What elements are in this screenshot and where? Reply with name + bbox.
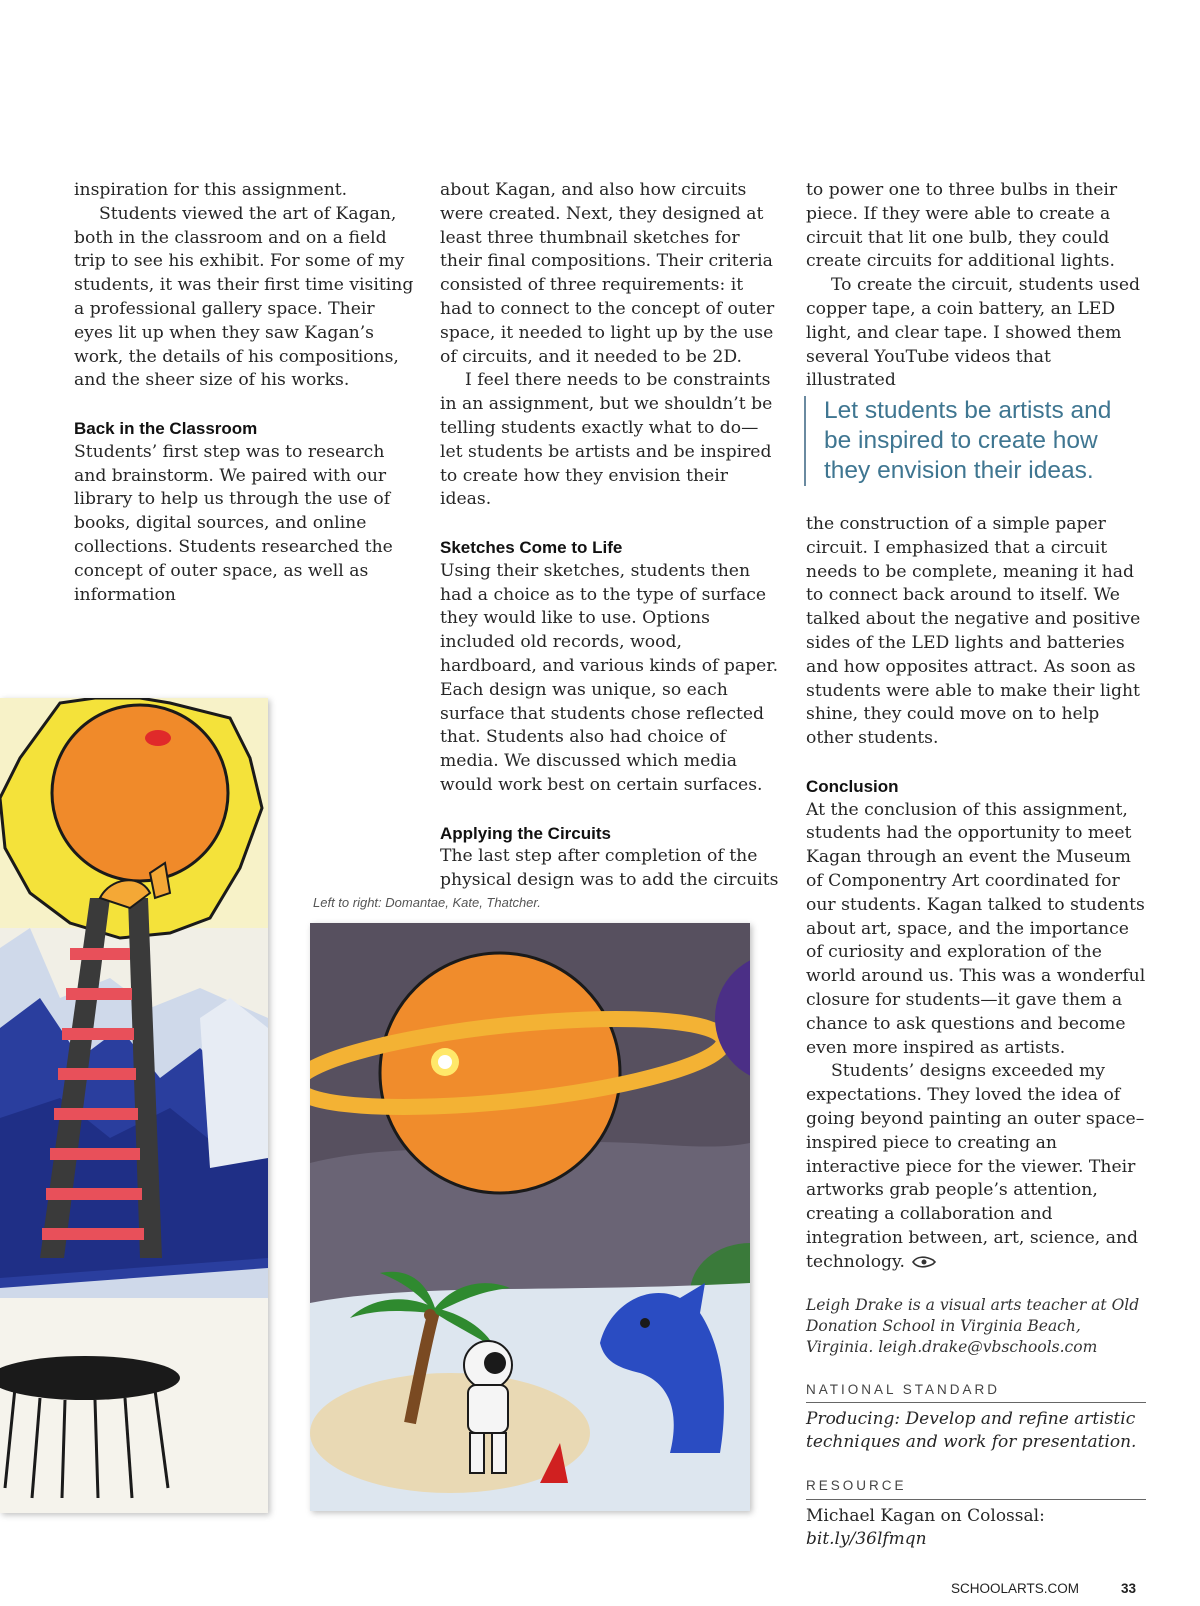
image-caption: Left to right: Domantae, Kate, Thatcher. — [313, 895, 541, 910]
paragraph: inspiration for this assignment. — [74, 180, 348, 200]
paragraph: I feel there needs to be constraints in an assignment, but we shouldn’t be telling students exactly what to do—let students be artists and be inspired to create how they envision their ideas. — [440, 370, 773, 510]
artwork-drawing — [0, 698, 268, 1513]
column-1 — [74, 179, 414, 607]
resource-label: RESOURCE — [806, 1474, 1146, 1500]
paragraph: Students viewed the art of Kagan, both in the classroom and on a field trip to see his exhibit. For some of my students, it was their first time visiting a professional gallery space. Their eyes lit up when they saw Kagan’s work, the details of his compositions, and the sheer size of his works. — [74, 203, 414, 391]
paragraph: The last step after completion of the physical design was to add the circuits — [440, 846, 779, 891]
paragraph — [806, 1060, 1146, 1274]
section-heading: Conclusion — [806, 776, 899, 796]
resource-link[interactable]: bit.ly/36lfmqn — [806, 1529, 927, 1550]
paragraph: about Kagan, and also how circuits were created. Next, they designed at least three thumbnail sketches for their final compositions. Their criteria consisted of three requirements: it had to connect to the concept of outer space, it needed to light up by the use of circuits, and it needed to be 2D. — [440, 180, 775, 367]
paragraph: the construction of a simple paper circuit. I emphasized that a circuit needs to be complete, meaning it had to connect back around to itself. We talked about the negative and positive sides of the LED lights and batteries and how opposites attract. As soon as students were able to make their light shine, they could move on to help other students. — [806, 514, 1141, 749]
section-heading: Sketches Come to Life — [440, 537, 623, 557]
section-heading: Applying the Circuits — [440, 823, 611, 843]
paragraph-text: Students’ designs exceeded my expectations. They loved the idea of going beyond painting an outer space–inspired piece to creating an interactive piece for the viewer. Their artworks grab people’s attention, creating a collaboration and integration between, art, science, and technology. — [806, 1061, 1145, 1272]
standard-label: NATIONAL STANDARD — [806, 1378, 1146, 1404]
paragraph: At the conclusion of this assignment, students had the opportunity to meet Kagan through an event the Museum of Componentry Art coordinated for our students. Kagan talked to students about art, space, and the importance of curiosity and exploration of the world around us. This was a wonderful closure for students—it gave them a chance to ask questions and become even more inspired as artists. — [806, 799, 1146, 1058]
end-mark-icon — [911, 1256, 937, 1268]
column-3-top — [806, 179, 1146, 393]
artwork-drawing — [310, 923, 750, 1511]
column-3-bottom — [806, 513, 1146, 1551]
paragraph: Students’ first step was to research and brainstorm. We paired with our library to help us through the use of books, digital sources, and online collections. Students researched the concept of outer space, as well as information — [74, 441, 393, 605]
artwork-image-kate — [310, 923, 750, 1511]
column-2 — [440, 179, 780, 893]
standard-text: Producing: Develop and refine artistic techniques and work for presentation. — [806, 1409, 1137, 1453]
author-bio: Leigh Drake is a visual arts teacher at Old Donation School in Virginia Beach, Virginia. leigh.drake@vbschools.com — [806, 1295, 1140, 1356]
pull-quote: Let students be artists and be inspired to create how they envision their ideas. — [804, 396, 1124, 486]
site-name: SCHOOLARTS.COM — [951, 1581, 1080, 1596]
artwork-image-domantae — [0, 698, 268, 1513]
paragraph: to power one to three bulbs in their piece. If they were able to create a circuit that lit one bulb, they could create circuits for additional lights. — [806, 180, 1118, 272]
section-heading: Back in the Classroom — [74, 418, 258, 438]
resource-text: Michael Kagan on Colossal: — [806, 1506, 1045, 1527]
paragraph: To create the circuit, students used copper tape, a coin battery, an LED light, and clear tape. I showed them several YouTube videos that illustrated — [806, 275, 1141, 391]
paragraph: Using their sketches, students then had a choice as to the type of surface they would like to use. Options included old records, wood, hardboard, and various kinds of paper. Each design was unique, so each surface that students chose reflected that. Students also had choice of media. We discussed which media would work best on certain surfaces. — [440, 560, 779, 795]
page-number: 33 — [1121, 1581, 1137, 1596]
